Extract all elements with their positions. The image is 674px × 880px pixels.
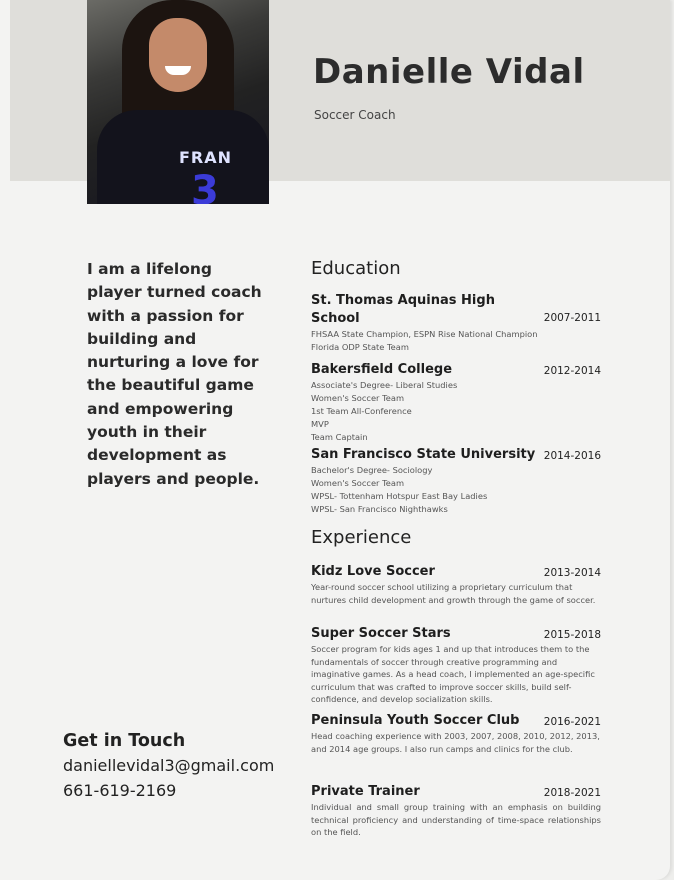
experience-org: Peninsula Youth Soccer Club (311, 713, 520, 728)
experience-years: 2016-2021 (543, 716, 601, 728)
job-title: Soccer Coach (314, 108, 396, 122)
education-entry (311, 446, 601, 516)
person-name: Danielle Vidal (313, 52, 585, 92)
experience-org: Super Soccer Stars (311, 626, 451, 641)
bio-text: I am a lifelong player turned coach with a passion for building and nurturing a love for the beautiful game and empowering youth in their development as players and people. (87, 260, 262, 488)
experience-entry (311, 712, 601, 755)
experience-entry (311, 563, 601, 606)
education-detail: Women's Soccer Team (311, 393, 405, 403)
jersey-text: FRAN (179, 148, 233, 167)
experience-entry (311, 783, 601, 839)
experience-description: Individual and small group training with an emphasis on building technical proficiency and understanding of time-space relationships on the field. (311, 802, 601, 838)
education-entry (311, 361, 601, 444)
experience-org: Private Trainer (311, 784, 420, 799)
profile-photo (87, 0, 269, 204)
contact-section (63, 731, 303, 803)
education-detail: 1st Team All-Conference (311, 406, 412, 416)
experience-entry (311, 625, 601, 706)
education-detail: WPSL- San Francisco Nighthawks (311, 504, 448, 514)
education-detail: FHSAA State Champion, ESPN Rise National Champion (311, 329, 538, 339)
experience-org: Kidz Love Soccer (311, 564, 435, 579)
education-detail: WPSL- Tottenham Hotspur East Bay Ladies (311, 491, 488, 501)
education-detail: Florida ODP State Team (311, 342, 409, 352)
experience-description: Year-round soccer school utilizing a proprietary curriculum that nurtures child development and growth through the game of soccer. (311, 582, 596, 605)
education-detail: Women's Soccer Team (311, 478, 405, 488)
experience-years: 2013-2014 (543, 567, 601, 579)
education-detail: MVP (311, 419, 329, 429)
education-heading: Education (311, 258, 401, 279)
experience-heading: Experience (311, 527, 412, 548)
contact-email[interactable]: daniellevidal3@gmail.com (63, 756, 275, 775)
education-years: 2012-2014 (543, 365, 601, 377)
education-detail: Associate's Degree- Liberal Studies (311, 380, 458, 390)
jersey-number: 3 (191, 168, 219, 204)
contact-heading: Get in Touch (63, 731, 186, 751)
experience-years: 2015-2018 (543, 629, 601, 641)
education-entry (311, 292, 601, 354)
experience-description: Head coaching experience with 2003, 2007, 2008, 2010, 2012, 2013, and 2014 age groups. I also run camps and clinics for the club. (311, 731, 600, 754)
education-org: St. Thomas Aquinas High School (311, 293, 495, 326)
contact-phone[interactable]: 661-619-2169 (63, 781, 177, 800)
education-years: 2014-2016 (543, 450, 601, 462)
experience-description: Soccer program for kids ages 1 and up that introduces them to the fundamentals of soccer through creative programming and imaginative games. As a head coach, I implemented an age-specific curriculum that was crafted to improve soccer skills, build self-confidence, and develop socialization skills. (311, 644, 595, 705)
education-years: 2007-2011 (543, 312, 601, 324)
photo-face (149, 18, 207, 92)
education-detail: Team Captain (311, 432, 368, 442)
education-org: San Francisco State University (311, 447, 536, 462)
education-detail: Bachelor's Degree- Sociology (311, 465, 433, 475)
education-org: Bakersfield College (311, 362, 453, 377)
experience-years: 2018-2021 (543, 787, 601, 799)
